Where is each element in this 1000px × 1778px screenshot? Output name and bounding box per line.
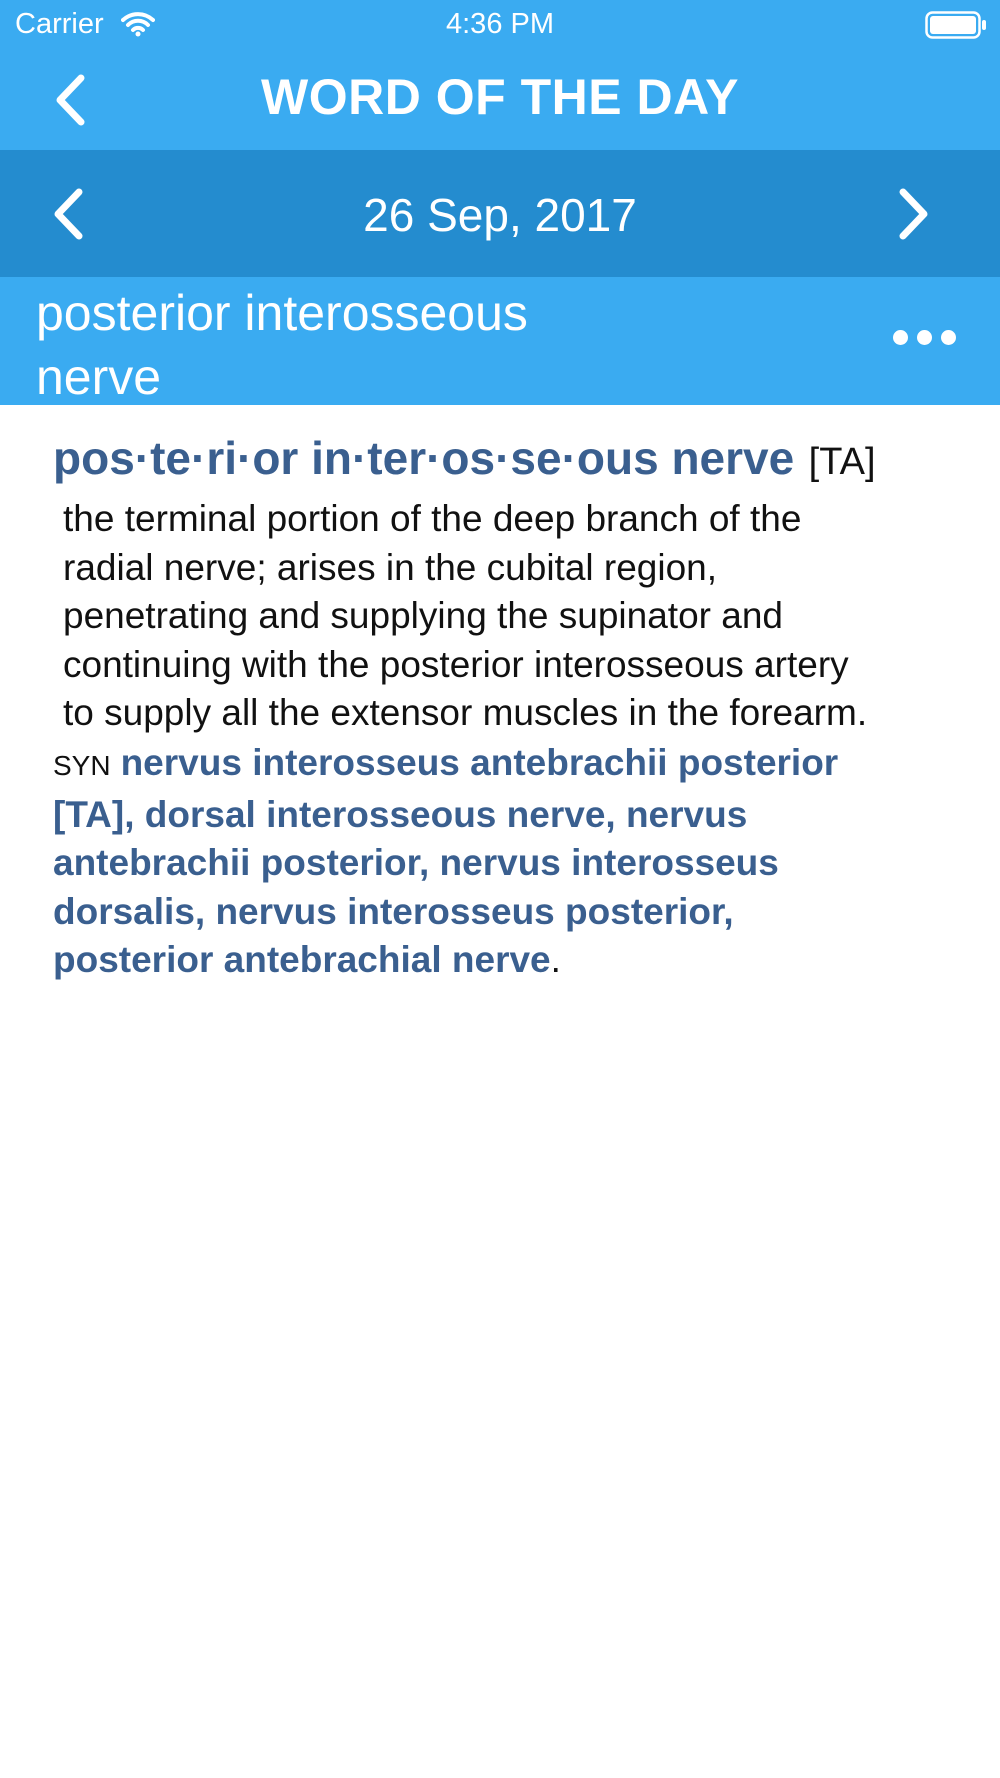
synonym-link[interactable]: nervus interosseus antebrachii posterior (120, 742, 839, 783)
word-title-line: posterior interosseous (36, 285, 528, 341)
headword-line (53, 431, 876, 485)
terminology-tag: [TA] (808, 441, 876, 483)
next-day-button[interactable] (888, 186, 938, 242)
definition-line: penetrating and supplying the supinator and (63, 595, 783, 636)
synonym-end-period: . (550, 939, 561, 980)
synonym-line[interactable]: [TA], dorsal interosseous nerve, nervus (53, 793, 748, 835)
battery-full-icon (925, 11, 987, 44)
status-bar (0, 0, 1000, 50)
synonym-link[interactable]: posterior antebrachial nerve (53, 939, 551, 980)
word-bar (0, 277, 1000, 405)
word-title-line: nerve (36, 349, 162, 405)
synonym-line[interactable]: dorsalis, nervus interosseus posterior, (53, 890, 734, 932)
definition-line: to supply all the extensor muscles in the forearm. (63, 692, 868, 733)
definition-line: radial nerve; arises in the cubital region, (63, 546, 718, 588)
syn-label: SYN (53, 750, 111, 781)
more-dots-icon (941, 330, 956, 345)
definition-line: continuing with the posterior interosseous artery (63, 643, 849, 685)
headword: pos·te·ri·or in·ter·os·se·ous nerve (53, 432, 795, 484)
date-label: 26 Sep, 2017 (363, 189, 637, 241)
page-title: WORD OF THE DAY (261, 69, 739, 125)
synonym-line (53, 739, 953, 791)
more-dots-icon (917, 330, 932, 345)
nav-bar (0, 50, 1000, 150)
carrier-label: Carrier (15, 8, 104, 40)
definition (63, 495, 983, 738)
more-dots-icon (893, 330, 908, 345)
synonym-line[interactable]: antebrachii posterior, nervus interosseus (53, 842, 779, 883)
status-time: 4:36 PM (446, 8, 554, 40)
more-options-button[interactable] (884, 316, 964, 360)
date-bar (0, 150, 1000, 277)
definition-line: the terminal portion of the deep branch of the (63, 498, 802, 539)
word-title (36, 281, 656, 409)
synonyms (53, 739, 953, 985)
chevron-right-icon (888, 186, 938, 242)
synonym-line (53, 936, 953, 985)
